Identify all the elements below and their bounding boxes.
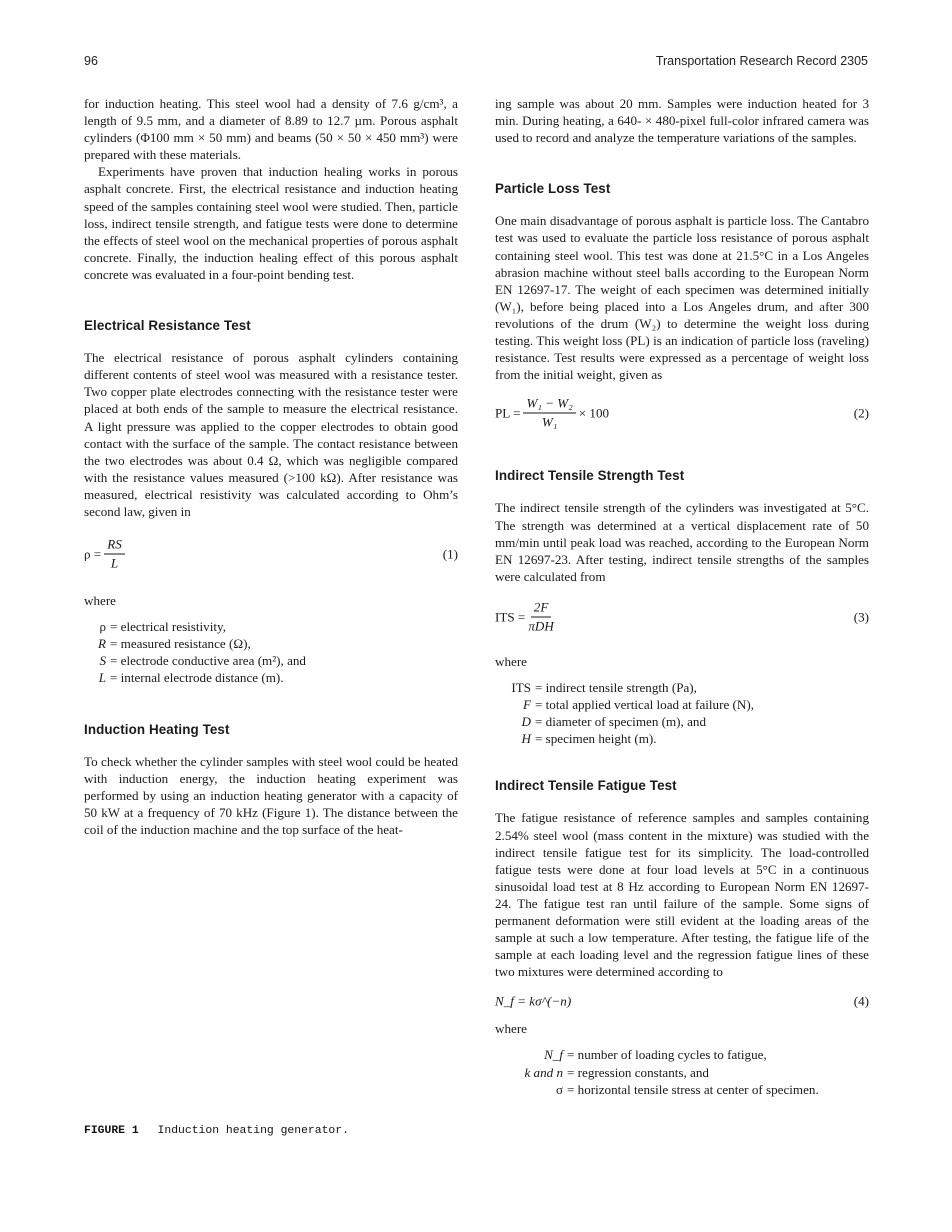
paragraph: The electrical resistance of porous asphalt cylinders containing different contents of steel wool was measured with a resistance tester. Two copper plate electrodes connecting with the resistance tester were placed at both ends of the sample to measure the electrical resistance. A light pressure was applied to the copper electrodes to obtain good contact with the surface of the sample. The contact resistance between the two electrodes was about 0.4 Ω, which was negligible compared with the resistance values measured (>100 kΩ). After resistance was measured, electrical resistivity was calculated according to Ohm’s second law, given in [84, 350, 458, 519]
section-heading-indirect-tensile-strength: Indirect Tensile Strength Test [495, 468, 685, 484]
definition-row [495, 1081, 869, 1098]
where-label: where [84, 593, 116, 609]
definition: = internal electrode distance (m). [110, 670, 284, 686]
paragraph: ing sample was about 20 mm. Samples were induction heated for 3 min. During heating, a 640- × 480-pixel full-color infrared camera was used to record and analyze the temperature variations of the samples. [495, 96, 869, 146]
fraction [528, 599, 553, 634]
equation-lhs: ρ = [84, 546, 102, 562]
figure-caption [84, 1125, 349, 1137]
fraction [523, 396, 575, 431]
symbol: N_f [544, 1047, 563, 1063]
paragraph: The indirect tensile strength of the cylinders was investigated at 5°C. The strength was determined at a vertical displacement rate of 50 mm/min until peak load was reached, according to the European Norm EN 12697-23. After testing, indirect tensile strengths of the samples were calculated from [495, 500, 869, 584]
definition-row [84, 618, 458, 635]
left-column [84, 95, 458, 838]
symbol: F [523, 697, 531, 713]
right-column [495, 95, 869, 1098]
symbol: L [98, 670, 106, 686]
definition-row [495, 730, 869, 747]
definition-row [84, 635, 458, 652]
definition: = specimen height (m). [535, 731, 657, 747]
symbol: ρ [99, 619, 106, 635]
definition: = horizontal tensile stress at center of specimen. [567, 1081, 819, 1097]
paragraph: Experiments have proven that induction healing works in porous asphalt concrete. First, the electrical resistance and induction heating speed of the samples containing steel wool were studied. Then, particle loss, indirect tensile strength, and fatigue tests were done to determine the effects of steel wool on the mechanical properties of porous asphalt concrete. Finally, the induction healing effect of this porous asphalt concrete was evaluated in a four-point bending test. [84, 164, 458, 282]
paragraph: The fatigue resistance of reference samples and samples containing 2.54% steel wool (mass content in the mixture) was studied with the indirect tensile fatigue test for its simplicity. The load-controlled fatigue tests were done at four load levels at 5°C in a continuous sinusoidal load test at 8 Hz according to European Norm EN 12697-24. The fatigue test ran until failure of the sample. Some signs of permanent deformation were still evident at the loading areas of the sample at such a low temperature. After testing, the fatigue life of the sample at each loading level and the regression fatigue lines of these two mixtures were determined according to [495, 810, 869, 980]
where-label: where [495, 653, 527, 669]
equation-number: (3) [853, 609, 869, 625]
definition: = indirect tensile strength (Pa), [535, 679, 697, 695]
equation-number: (2) [853, 405, 869, 421]
section-heading-induction-heating: Induction Heating Test [84, 721, 230, 737]
definition: = measured resistance (Ω), [110, 636, 251, 652]
equation-number: (4) [853, 993, 869, 1009]
equation-lhs: PL = [495, 405, 521, 421]
numerator: W₁ − W₂ [523, 396, 575, 414]
equation-lhs: ITS = [495, 609, 526, 625]
equation-number: (1) [442, 546, 458, 562]
numerator: RS [104, 537, 125, 555]
denominator: W₁ [541, 414, 558, 430]
definition-row [495, 679, 869, 696]
denominator: πDH [528, 618, 554, 634]
definition-row [84, 669, 458, 686]
symbol: ITS [511, 679, 531, 695]
symbol: σ [555, 1081, 563, 1097]
symbol: R [98, 636, 106, 652]
section-heading-indirect-tensile-fatigue: Indirect Tensile Fatigue Test [495, 778, 677, 794]
symbol: D [521, 714, 531, 730]
definition: = number of loading cycles to fatigue, [567, 1047, 767, 1063]
running-header-journal: Transportation Research Record 2305 [655, 54, 868, 68]
equation-rhs: × 100 [578, 405, 610, 421]
numerator: 2F [531, 599, 552, 617]
definition-row [495, 1046, 869, 1063]
definition-list [84, 618, 458, 686]
equation-1 [84, 530, 458, 578]
symbol: H [521, 731, 531, 747]
definition-row [495, 696, 869, 713]
definition: = regression constants, and [567, 1064, 709, 1080]
paragraph: for induction heating. This steel wool had a density of 7.6 g/cm³, a length of 9.5 mm, and a diameter of 8.89 to 12.7 µm. Porous asphalt cylinders (Φ100 mm × 50 mm) and beams (50 × 50 × 450 mm³) were prepared with these materials. [84, 96, 458, 163]
equation-3 [495, 593, 869, 641]
fraction [104, 537, 125, 572]
definition-list [495, 1046, 869, 1097]
definition: = total applied vertical load at failure (N), [535, 697, 754, 713]
page-number: 96 [84, 54, 98, 68]
equation-2 [495, 389, 869, 437]
definition-row [84, 652, 458, 669]
definition-row [495, 1064, 869, 1081]
paragraph: One main disadvantage of porous asphalt is particle loss. The Cantabro test was used to evaluate the particle loss resistance of porous asphalt containing steel wool. This test was done at 21.5°C in a Los Angeles abrasion machine without steel balls according to the European Norm EN 12697-17. The weight of each specimen was determined initially (W₁), before being placed into a Los Angeles drum, and after 300 revolutions of the drum (W₂) to determine the weight loss during testing. This weight loss (PL) is an indication of particle loss (raveling) resistance. Test results were expressed as a percentage of weight loss from the initial weight, given as [495, 213, 869, 383]
definition: = diameter of specimen (m), and [535, 714, 706, 730]
symbol: k and n [524, 1064, 563, 1080]
definition: = electrical resistivity, [110, 619, 226, 635]
definition-list [495, 679, 869, 747]
section-heading-particle-loss: Particle Loss Test [495, 181, 611, 197]
figure-caption-text: Induction heating generator. [157, 1125, 349, 1137]
figure-label: FIGURE 1 [84, 1125, 139, 1137]
definition: = electrode conductive area (m²), and [110, 653, 306, 669]
paragraph: To check whether the cylinder samples with steel wool could be heated with induction energy, the induction heating experiment was performed by using an induction heating generator with a capacity of 50 kW at a frequency of 70 kHz (Figure 1). The distance between the coil of the induction machine and the top surface of the heat- [84, 753, 458, 837]
definition-row [495, 713, 869, 730]
where-label: where [495, 1021, 527, 1037]
equation-4 [495, 984, 869, 1018]
section-heading-electrical-resistance: Electrical Resistance Test [84, 318, 251, 334]
denominator: L [110, 555, 119, 571]
symbol: S [99, 653, 106, 669]
equation-expression: N_f = kσ^(−n) [495, 993, 572, 1009]
